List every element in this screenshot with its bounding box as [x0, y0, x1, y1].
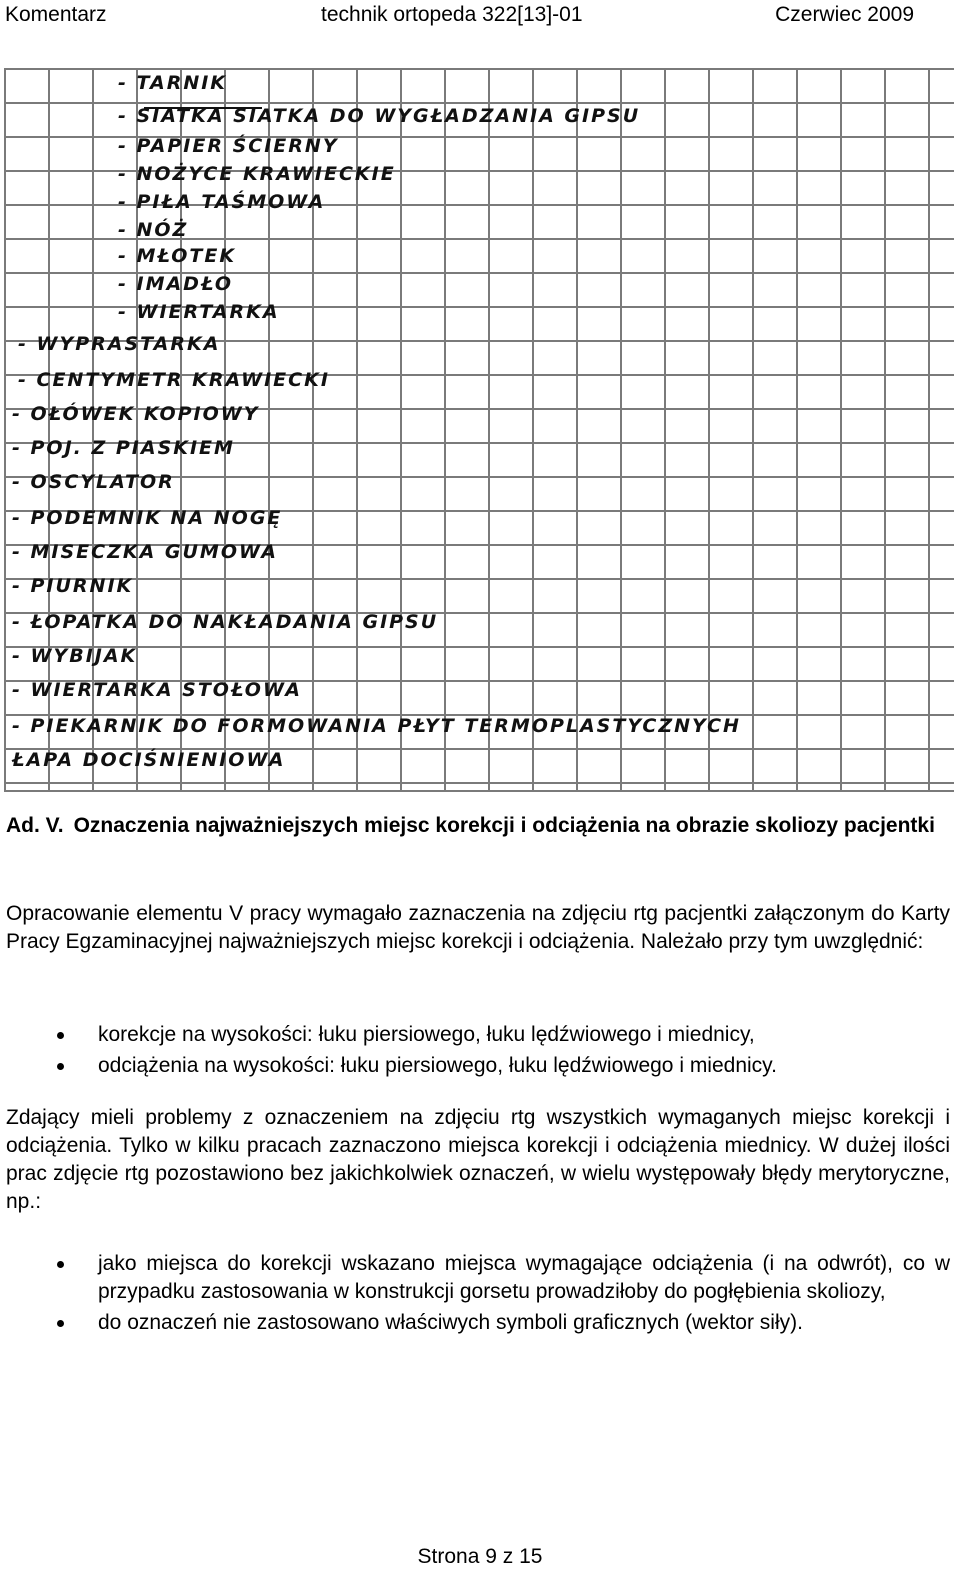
hw-line: ŁAPA DOCIŚNIENIOWA	[12, 749, 286, 771]
bullet-list-requirements	[6, 1021, 950, 1083]
hw-line: - NOŻYCE KRAWIECKIE	[118, 163, 396, 185]
hw-line: - PIŁA TAŚMOWA	[118, 191, 326, 213]
bullet-list-errors	[6, 1250, 950, 1340]
hw-line: - TARNIK	[118, 72, 228, 94]
hw-line: - PODEMNIK NA NOGĘ	[12, 507, 283, 529]
list-item-text: korekcje na wysokości: łuku piersiowego, łuku lędźwiowego i miednicy,	[98, 1023, 755, 1046]
hw-line: - WYPRASTARKA	[18, 333, 221, 355]
header-center: technik ortopeda 322[13]-01	[321, 3, 583, 26]
hw-line: - OSCYLATOR	[12, 471, 175, 493]
bullet-icon	[57, 1032, 64, 1039]
hw-line: - CENTYMETR KRAWIECKI	[18, 369, 330, 391]
list-item	[6, 1052, 950, 1080]
hw-line: - MISECZKA GUMOWA	[12, 541, 278, 563]
page-header	[0, 0, 960, 30]
list-item	[6, 1250, 950, 1306]
handwritten-tool-list-scan	[4, 68, 954, 792]
list-item-text: odciążenia na wysokości: łuku piersiowego, łuku lędźwiowego i miednicy.	[98, 1054, 777, 1077]
bullet-icon	[57, 1261, 64, 1268]
hw-line: - WYBIJAK	[12, 645, 138, 667]
hw-line: - WIERTARKA STOŁOWA	[12, 679, 302, 701]
hw-line: - IMADŁO	[118, 273, 233, 295]
bullet-icon	[57, 1320, 64, 1327]
hw-line: - ŁOPATKA DO NAKŁADANIA GIPSU	[12, 611, 439, 633]
hw-line: - NÓŻ	[118, 219, 189, 241]
handwriting-layer	[4, 68, 954, 790]
header-right: Czerwiec 2009	[775, 3, 914, 26]
hw-line: - PAPIER ŚCIERNY	[118, 135, 339, 157]
hw-line: - PIEKARNIK DO FORMOWANIA PŁYT TERMOPLASTYCZNYCH	[12, 715, 741, 737]
section-title: Oznaczenia najważniejszych miejsc korekcji i odciążenia na obrazie skoliozy pacjentki	[73, 814, 935, 837]
section-number: Ad. V.	[6, 814, 64, 837]
hw-line: - PIURNIK	[12, 575, 134, 597]
bullet-icon	[57, 1063, 64, 1070]
hw-line: - OŁÓWEK KOPIOWY	[12, 403, 260, 425]
hw-line: - SIATKA SIATKA DO WYGŁADZANIA GIPSU	[118, 105, 641, 127]
page-footer: Strona 9 z 15	[417, 1545, 543, 1568]
paragraph-problems: Zdający mieli problemy z oznaczeniem na zdjęciu rtg wszystkich wymaganych miejsc korekcji i odciążenia. Tylko w kilku pracach zaznaczono miejsca korekcji i odciążenia miednicy. W dużej ilości prac zdjęcie rtg pozostawiono bez jakichkolwiek oznaczeń, w wielu występowały błędy merytoryczne, np.:	[6, 1106, 950, 1213]
list-item	[6, 1309, 950, 1337]
header-left: Komentarz	[5, 3, 107, 26]
list-item-text: jako miejsca do korekcji wskazano miejsca wymagające odciążenia (i na odwrót), co w przypadku zastosowania w konstrukcji gorsetu prowadziłoby do pogłębienia skoliozy,	[98, 1252, 950, 1303]
list-item-text: do oznaczeń nie zastosowano właściwych symboli graficznych (wektor siły).	[98, 1311, 803, 1334]
hw-line: - POJ. Z PIASKIEM	[12, 437, 235, 459]
hw-line: - WIERTARKA	[118, 301, 280, 323]
list-item	[6, 1021, 950, 1049]
hw-line: - MŁOTEK	[118, 245, 237, 267]
paragraph-intro: Opracowanie elementu V pracy wymagało zaznaczenia na zdjęciu rtg pacjentki załączonym do Karty Pracy Egzaminacyjnej najważniejszych miejsc korekcji i odciążenia. Należało przy tym uwzględnić:	[6, 902, 950, 953]
section-heading	[6, 812, 950, 840]
